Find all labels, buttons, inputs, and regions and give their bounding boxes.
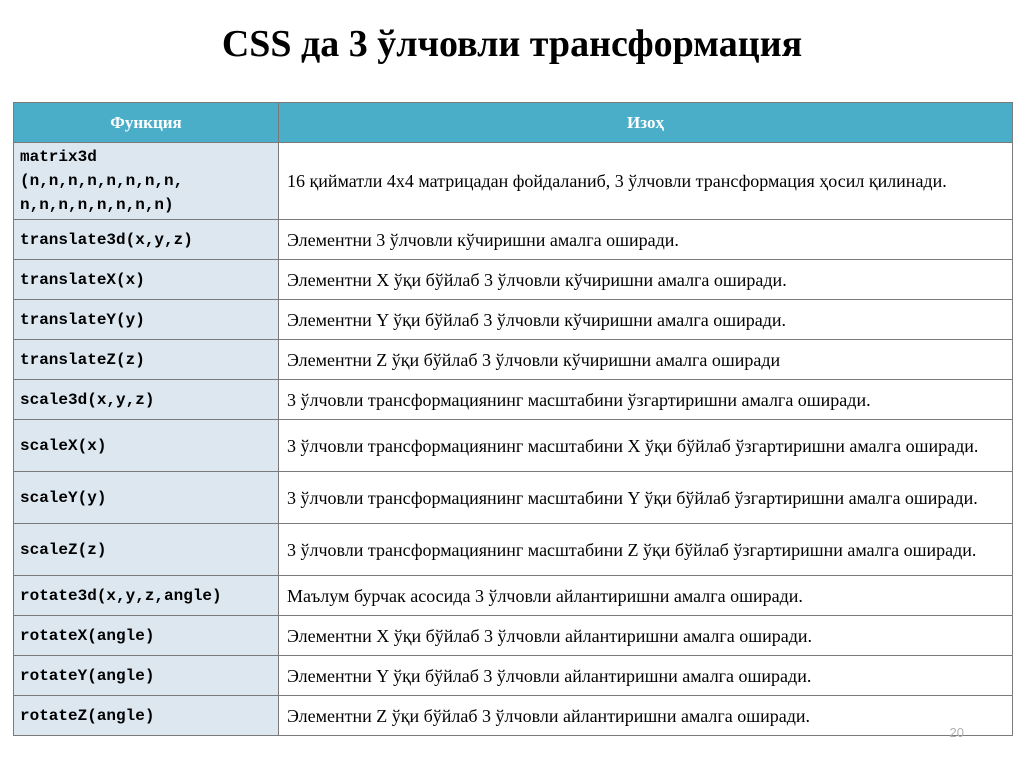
function-cell: scaleX(x) — [14, 420, 279, 472]
description-cell: Элементни 3 ўлчовли кўчиришни амалга оширади. — [279, 220, 1013, 260]
header-description: Изоҳ — [279, 103, 1013, 143]
table-row — [14, 656, 1013, 696]
function-cell: rotateY(angle) — [14, 656, 279, 696]
function-cell: translate3d(x,y,z) — [14, 220, 279, 260]
page-number: 20 — [949, 725, 964, 740]
function-cell: translateZ(z) — [14, 340, 279, 380]
table-row — [14, 143, 1013, 220]
table-row — [14, 696, 1013, 736]
table-row — [14, 220, 1013, 260]
header-function: Функция — [14, 103, 279, 143]
table-row — [14, 524, 1013, 576]
table-header-row — [14, 103, 1013, 143]
description-cell: Элементни Y ўқи бўйлаб 3 ўлчовли кўчиришни амалга оширади. — [279, 300, 1013, 340]
function-cell: matrix3d (n,n,n,n,n,n,n,n, n,n,n,n,n,n,n,n) — [14, 143, 279, 220]
function-cell: translateY(y) — [14, 300, 279, 340]
description-cell: Элементни X ўқи бўйлаб 3 ўлчовли кўчиришни амалга оширади. — [279, 260, 1013, 300]
description-cell: Маълум бурчак асосида 3 ўлчовли айлантиришни амалга оширади. — [279, 576, 1013, 616]
description-cell: 3 ўлчовли трансформациянинг масштабини Z ўқи бўйлаб ўзгартиришни амалга оширади. — [279, 524, 1013, 576]
description-cell: 3 ўлчовли трансформациянинг масштабини X ўқи бўйлаб ўзгартиришни амалга оширади. — [279, 420, 1013, 472]
description-cell: Элементни X ўқи бўйлаб 3 ўлчовли айлантиришни амалга оширади. — [279, 616, 1013, 656]
description-cell: Элементни Z ўқи бўйлаб 3 ўлчовли кўчиришни амалга оширади — [279, 340, 1013, 380]
function-cell: scaleZ(z) — [14, 524, 279, 576]
function-cell: rotateX(angle) — [14, 616, 279, 656]
slide-title: CSS да 3 ўлчовли трансформация — [221, 23, 803, 65]
table-row — [14, 300, 1013, 340]
table-row — [14, 260, 1013, 300]
description-cell: 3 ўлчовли трансформациянинг масштабини ўзгартиришни амалга оширади. — [279, 380, 1013, 420]
table-row — [14, 472, 1013, 524]
description-cell: 16 қийматли 4x4 матрицадан фойдаланиб, 3 ўлчовли трансформация ҳосил қилинади. — [279, 143, 1013, 220]
table-row — [14, 380, 1013, 420]
transform-functions-table — [13, 102, 1013, 736]
function-cell: scale3d(x,y,z) — [14, 380, 279, 420]
function-cell: rotateZ(angle) — [14, 696, 279, 736]
function-cell: translateX(x) — [14, 260, 279, 300]
table-row — [14, 576, 1013, 616]
table-row — [14, 340, 1013, 380]
description-cell: Элементни Y ўқи бўйлаб 3 ўлчовли айлантиришни амалга оширади. — [279, 656, 1013, 696]
table-row — [14, 420, 1013, 472]
function-cell: rotate3d(x,y,z,angle) — [14, 576, 279, 616]
table-row — [14, 616, 1013, 656]
description-cell: 3 ўлчовли трансформациянинг масштабини Y ўқи бўйлаб ўзгартиришни амалга оширади. — [279, 472, 1013, 524]
description-cell: Элементни Z ўқи бўйлаб 3 ўлчовли айлантиришни амалга оширади. — [279, 696, 1013, 736]
function-cell: scaleY(y) — [14, 472, 279, 524]
